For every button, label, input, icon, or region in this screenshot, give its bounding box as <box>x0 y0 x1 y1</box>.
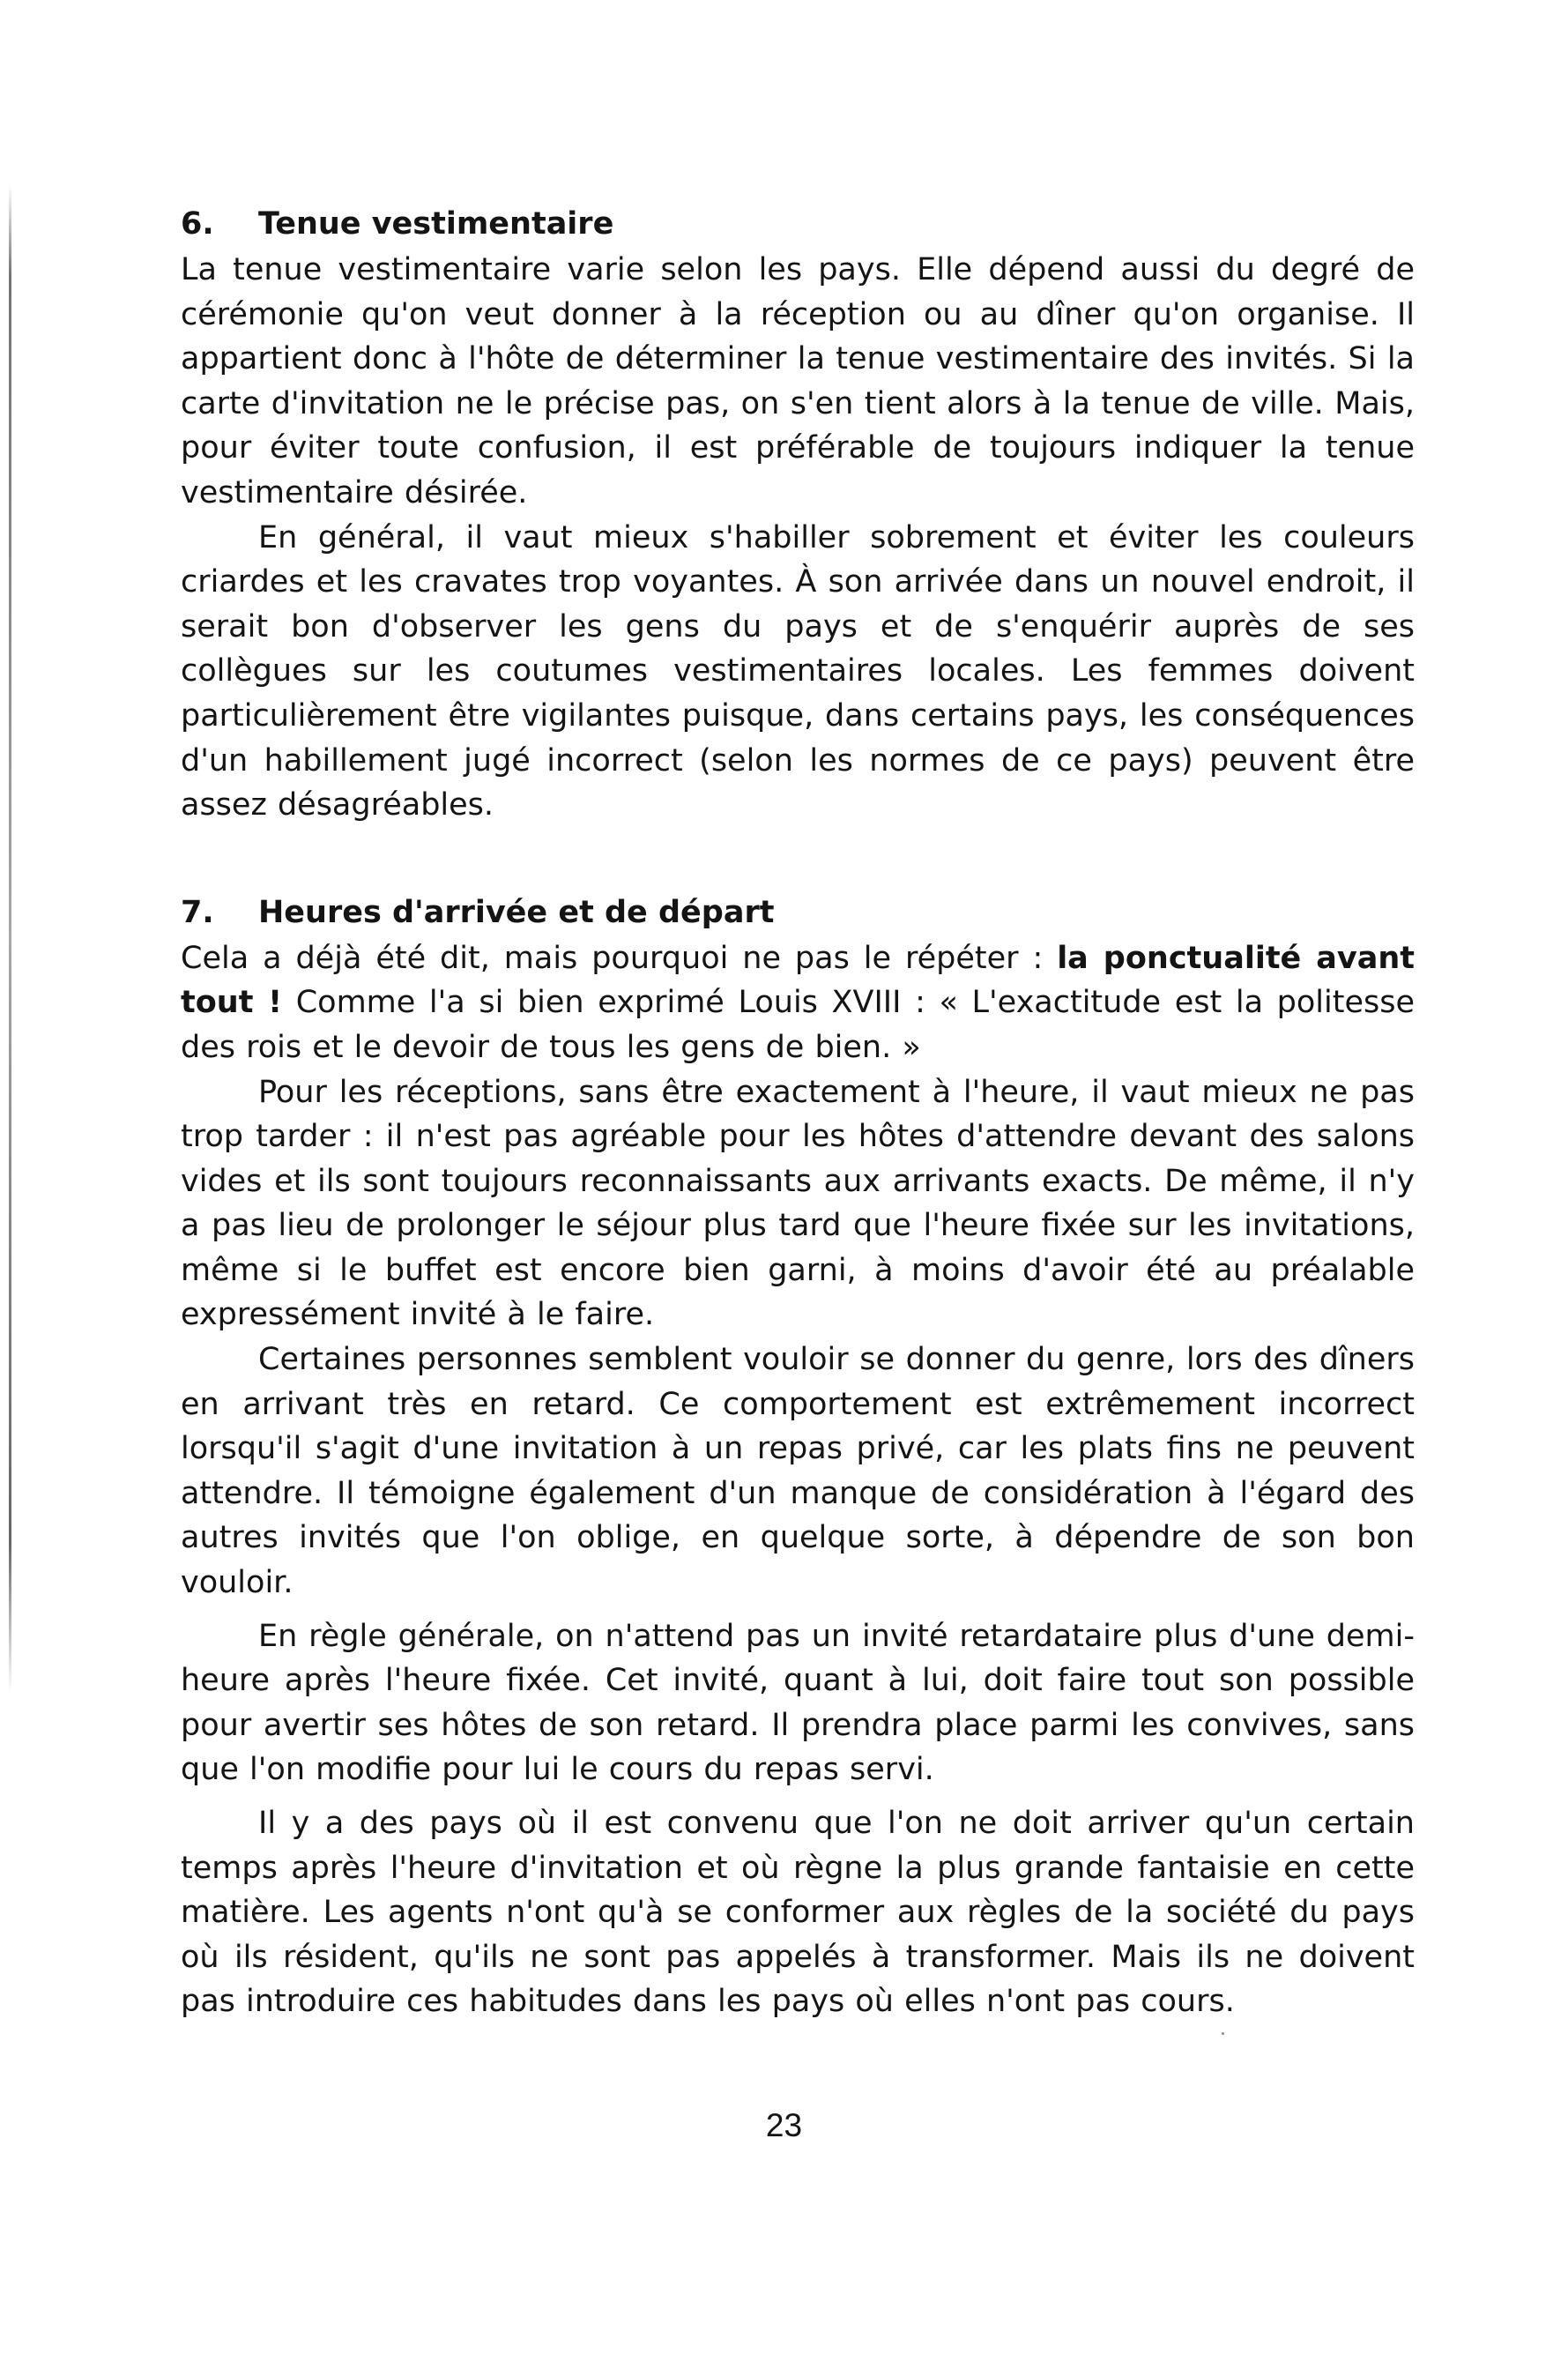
emphasis-text: la ponctualité avant tout ! <box>181 940 1415 1021</box>
paragraph: Certaines personnes semblent vouloir se donner du genre, lors des dîners en arrivant très en retard. Ce comportement est extrêmement incorrect lorsqu'il s'agit d'une invitation à un repas privé, car les plats fins ne peuvent attendre. Il témoigne également d'un manque de considération à l'égard des autres invités que l'on oblige, en quelque sorte, à dépendre de son bon vouloir. <box>181 1342 1415 1601</box>
section-heading <box>181 890 1415 936</box>
section-title: Heures d'arrivée et de départ <box>258 894 775 930</box>
section-heading <box>181 201 1415 248</box>
page-number: 23 <box>765 2107 803 2143</box>
paragraph: En règle générale, on n'attend pas un invité retardataire plus d'une demi-heure après l'heure fixée. Cet invité, quant à lui, doit faire tout son possible pour avertir ses hôtes de son retard. Il prendra place parmi les convives, sans que l'on modifie pour lui le cours du repas servi. <box>181 1618 1415 1788</box>
paragraph: En général, il vaut mieux s'habiller sobrement et éviter les couleurs criardes et les cravates trop voyantes. À son arrivée dans un nouvel endroit, il serait bon d'observer les gens du pays et de s'enquérir auprès de ses collègues sur les coutumes vestimentaires locales. Les femmes doivent particulièrement être vigilantes puisque, dans certains pays, les conséquences d'un habillement jugé incorrect (selon les normes de ce pays) peuvent être assez désagréables. <box>181 519 1415 823</box>
paragraph: Il y a des pays où il est convenu que l'on ne doit arriver qu'un certain temps après l'heure d'invitation et où règne la plus grande fantaisie en cette matière. Les agents n'ont qu'à se conformer aux règles de la société du pays où ils résident, qu'ils ne sont pas appelés à transformer. Mais ils ne doivent pas introduire ces habitudes dans les pays où elles n'ont pas cours. <box>181 1806 1415 2020</box>
section-heures-arrivee-depart <box>181 890 1415 2024</box>
paragraph: La tenue vestimentaire varie selon les pays. Elle dépend aussi du degré de cérémonie qu'on veut donner à la réception ou au dîner qu'on organise. Il appartient donc à l'hôte de déterminer la tenue vestimentaire des invités. Si la carte d'invitation ne le précise pas, on s'en tient alors à la tenue de ville. Mais, pour éviter toute confusion, il est préférable de toujours indiquer la tenue vestimentaire désirée. <box>181 252 1415 510</box>
section-tenue-vestimentaire <box>181 201 1415 828</box>
section-number: 7. <box>181 894 214 930</box>
section-title: Tenue vestimentaire <box>258 206 614 242</box>
intro-text-continued: Comme l'a si bien exprimé Louis XVIII : « L'exactitude est la politesse des rois et le devoir de tous les gens de bien. » <box>181 985 1415 1065</box>
paper-speck <box>1222 2032 1224 2035</box>
paragraph: Pour les réceptions, sans être exactement à l'heure, il vaut mieux ne pas trop tarder : il n'est pas agréable pour les hôtes d'attendre devant des salons vides et ils sont toujours reconnaissants aux arrivants exacts. De même, il n'y a pas lieu de prolonger le séjour plus tard que l'heure fixée sur les invitations, même si le buffet est encore bien garni, à moins d'avoir été au préalable expressément invité à le faire. <box>181 1074 1415 1333</box>
binding-edge-mark <box>9 185 11 1693</box>
page-body <box>181 201 1415 2024</box>
intro-text: Cela a déjà été dit, mais pourquoi ne pas le répéter : <box>181 940 1058 976</box>
section-number: 6. <box>181 206 214 242</box>
intro-paragraph <box>181 936 1415 1070</box>
